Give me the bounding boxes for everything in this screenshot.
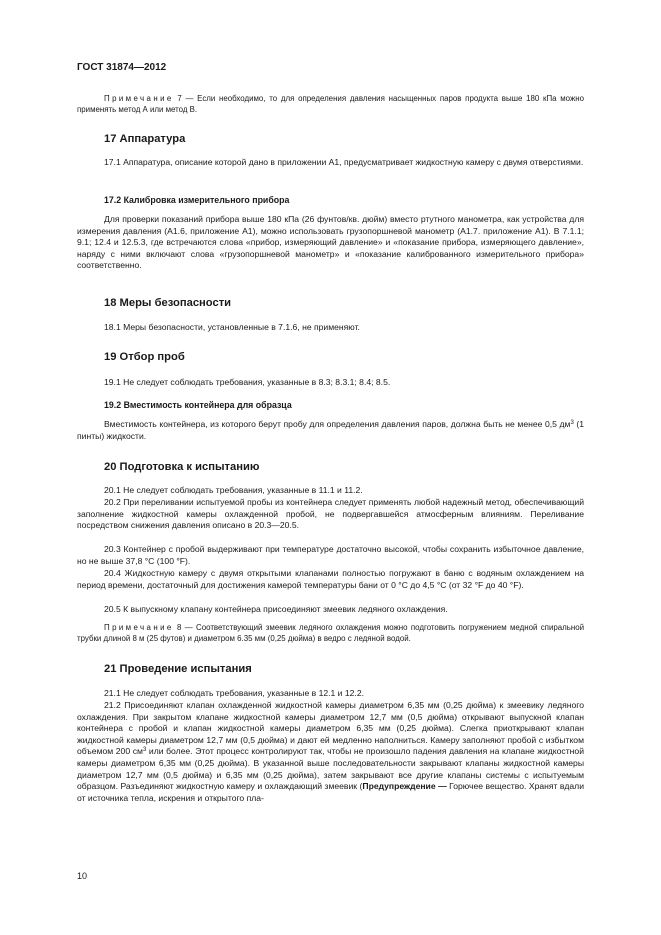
para-20-2: 20.2 При переливании испытуемой пробы из контейнера следует применять любой надежный метод, обеспечивающий заполнение жидкостной камеры охлажденной пробой, не подвергавшейся атмосферным влияниям. Переливание посредством снижения давления описано в 20.3—20.5.: [77, 497, 584, 531]
note-8-label: Примечание: [104, 623, 174, 632]
para-20-4: 20.4 Жидкостную камеру с двумя открытыми клапанами полностью погружают в баню с водяным охлаждением на период времени, достаточный для достижения камерой температуры бани от 0 °С до 4,5 °С (от 32 °F до 40 °F).: [77, 568, 584, 590]
para-21-2: [77, 700, 584, 804]
note-text: 7 — Если необходимо, то для определения давления насыщенных паров продукта выше 180 кПа можно применять метод А или метод В.: [77, 94, 584, 114]
section-17-title: 17 Аппаратура: [104, 133, 186, 145]
para-19-2: [77, 419, 584, 442]
document-header: ГОСТ 31874—2012: [77, 62, 167, 73]
para-21-2-text: 21.2 Присоединяют клапан охлажденной жидкостной камеры диаметром 6,35 мм (0,25 дюйма) к змеевику ледяного охлаждения. При закрытом клапане жидкостной камеры диаметром 12,7 мм (0,5 дюйма) открывают выпускной клапан контейнера с пробой и клапан жидкостной камеры диаметром 6,35 мм (0,25 дюйма). Слегка приоткрывают клапан жидкостной камеры диаметром 12,7 мм (0,5 дюйма) и дают ей медленно наполниться. Камеру заполняют пробой с избытком объемом 200 см: [77, 700, 584, 757]
para-21-1: 21.1 Не следует соблюдать требования, указанные в 12.1 и 12.2.: [104, 688, 364, 698]
cubic-superscript: 3: [142, 747, 147, 754]
para-17-2: Для проверки показаний прибора выше 180 кПа (26 фунтов/кв. дюйм) вместо ртутного манометра, как устройства для измерения давления (А1.6, приложение А1), можно использовать грузопоршневой манометр (А1.7. приложение А1). В 7.1.1; 9.1; 12.4 и 12.5.3, где встречаются слова «прибор, измеряющий давление» и «показание прибора, измеряющего давление», наряду с ними включают слова «грузопоршневой манометр» и «показание калиброванного измерительного прибора» соответственно.: [77, 214, 584, 271]
section-19-title: 19 Отбор проб: [104, 351, 185, 363]
subsection-17-2-title: 17.2 Калибровка измерительного прибора: [104, 195, 290, 205]
page-number: 10: [77, 871, 88, 881]
para-20-3: 20.3 Контейнер с пробой выдерживают при температуре достаточно высокой, чтобы сохранить избыточное давление, но не выше 37,8 °С (100 °F).: [77, 544, 584, 566]
para-19-2-tail: (1 пинты) жидкости.: [77, 419, 585, 441]
para-21-2-tail: Горючее вещество. Хранят вдали от источника тепла, искрения и открытого пла-: [77, 781, 584, 803]
section-20-title: 20 Подготовка к испытанию: [104, 461, 260, 473]
note-8: [77, 622, 584, 644]
section-18-title: 18 Меры безопасности: [104, 297, 232, 309]
para-19-2-text: Вместимость контейнера, из которого берут пробу для определения давления паров, должна быть не менее 0,5 дм: [104, 419, 571, 429]
note-label: Примечание: [104, 94, 174, 103]
para-20-1: 20.1 Не следует соблюдать требования, указанные в 11.1 и 11.2.: [104, 485, 363, 495]
para-20-5: 20.5 К выпускному клапану контейнера присоединяют змеевик ледяного охлаждения.: [104, 604, 448, 614]
cubic-superscript: 3: [570, 420, 574, 426]
note-7: [77, 93, 584, 115]
warning-label: Предупреждение —: [362, 781, 447, 792]
para-17-1: 17.1 Аппаратура, описание которой дано в приложении А1, предусматривает жидкостную камеру с двумя отверстиями.: [104, 157, 584, 167]
subsection-19-2-title: 19.2 Вместимость контейнера для образца: [104, 400, 292, 410]
note-8-text: 8 — Соответствующий змеевик ледяного охлаждения можно подготовить погружением медной спиральной трубки длиной 8 м (25 футов) и диаметром 6.35 мм (0,25 дюйма) в ведро с ледяной водой.: [77, 623, 584, 643]
para-18-1: 18.1 Меры безопасности, установленные в 7.1.6, не применяют.: [104, 322, 360, 332]
para-21-2-middle: или более. Этот процесс контролируют так, чтобы не произошло падения давления на клапане жидкостной камеры диаметром 6,35 мм (0,25 дюйма). В указанной выше последовательности закрывают клапаны жидкостной камеры диаметром 12,7 мм (0,5 дюйма) и 6,35 мм (0,25 дюйма), затем закрывают все другие клапаны системы с испытуемым образцом. Разъединяют жидкостную камеру и охлаждающий змеевик (: [77, 746, 584, 792]
para-19-1: 19.1 Не следует соблюдать требования, указанные в 8.3; 8.3.1; 8.4; 8.5.: [104, 377, 391, 387]
section-21-title: 21 Проведение испытания: [104, 663, 252, 675]
